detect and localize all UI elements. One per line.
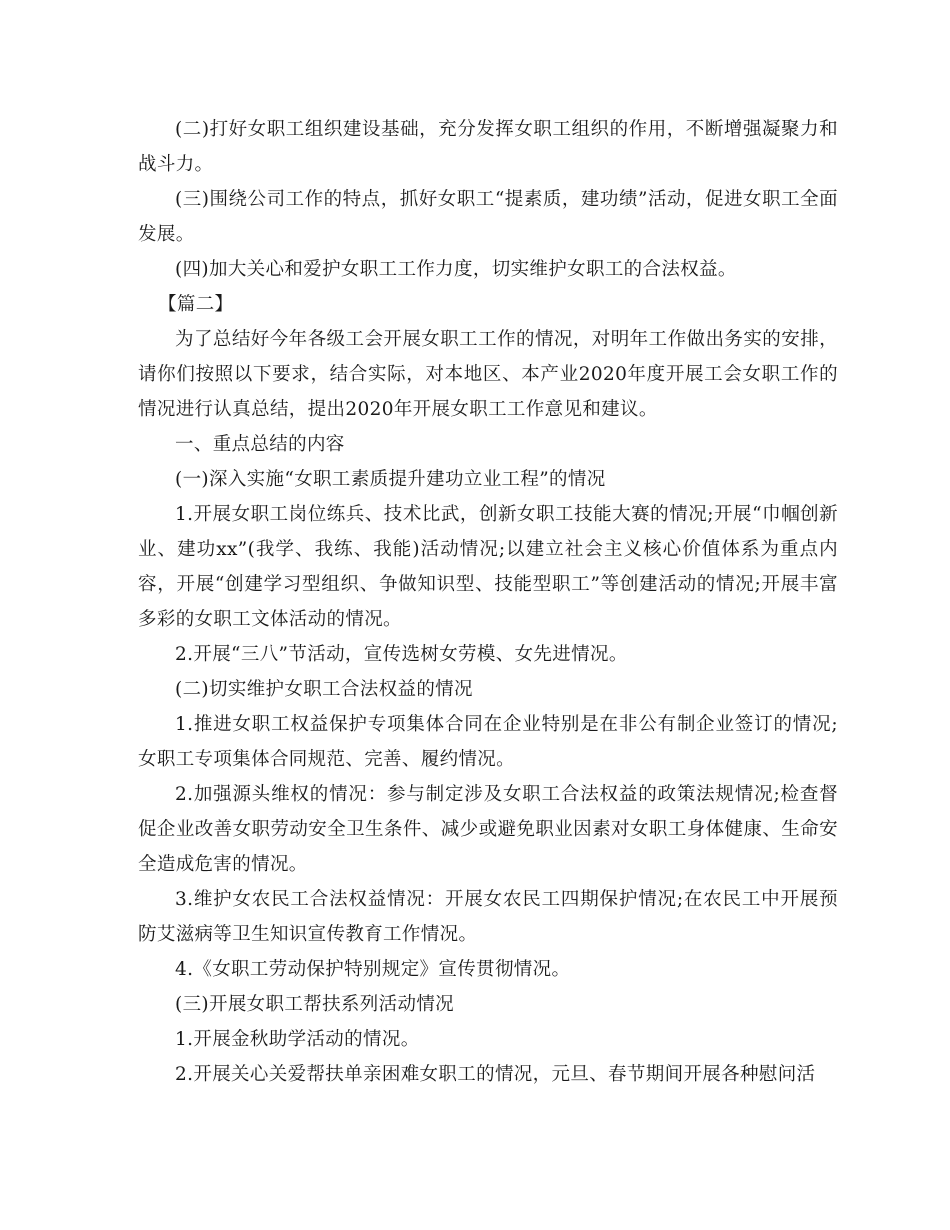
heading-level-1: 一、重点总结的内容 — [175, 434, 345, 455]
subheading-1: (一)深入实施“女职工素质提升建功立业工程”的情况 — [175, 469, 606, 490]
paragraph-item-4: (四)加大关心和爱护女职工工作力度，切实维护女职工的合法权益。 — [175, 259, 737, 280]
list-item: 3.维护女农民工合法权益情况：开展女农民工四期保护情况;在农民工中开展预防艾滋病等卫生知识宣传教育工作情况。 — [138, 889, 838, 945]
list-item: 4.《女职工劳动保护特别规定》宣传贯彻情况。 — [175, 959, 571, 980]
section-heading: 【篇二】 — [158, 294, 234, 315]
paragraph-item-2: (二)打好女职工组织建设基础，充分发挥女职工组织的作用，不断增强凝聚力和战斗力。 — [138, 119, 838, 175]
subheading-3: (三)开展女职工帮扶系列活动情况 — [175, 994, 455, 1015]
document-body — [138, 112, 838, 1092]
list-item: 1.开展女职工岗位练兵、技术比武，创新女职工技能大赛的情况;开展“巾帼创新业、建功xx”(我学、我练、我能)活动情况;以建立社会主义核心价值体系为重点内容，开展“创建学习型组织、争做知识型、技能型职工”等创建活动的情况;开展丰富多彩的女职工文体活动的情况。 — [138, 504, 838, 630]
list-item: 1.开展金秋助学活动的情况。 — [175, 1029, 420, 1050]
list-item: 2.加强源头维权的情况：参与制定涉及女职工合法权益的政策法规情况;检查督促企业改善女职劳动安全卫生条件、减少或避免职业因素对女职工身体健康、生命安全造成危害的情况。 — [138, 784, 838, 875]
intro-paragraph: 为了总结好今年各级工会开展女职工工作的情况，对明年工作做出务实的安排，请你们按照以下要求，结合实际，对本地区、本产业2020年度开展工会女职工作的情况进行认真总结，提出2020年开展女职工工作意见和建议。 — [138, 329, 838, 420]
list-item: 2.开展关心关爱帮扶单亲困难女职工的情况，元旦、春节期间开展各种慰问活 — [175, 1064, 816, 1085]
list-item: 2.开展“三八”节活动，宣传选树女劳模、女先进情况。 — [175, 644, 628, 665]
list-item: 1.推进女职工权益保护专项集体合同在企业特别是在非公有制企业签订的情况;女职工专项集体合同规范、完善、履约情况。 — [138, 714, 838, 770]
subheading-2: (二)切实维护女职工合法权益的情况 — [175, 679, 473, 700]
paragraph-item-3: (三)围绕公司工作的特点，抓好女职工“提素质，建功绩”活动，促进女职工全面发展。 — [138, 189, 838, 245]
